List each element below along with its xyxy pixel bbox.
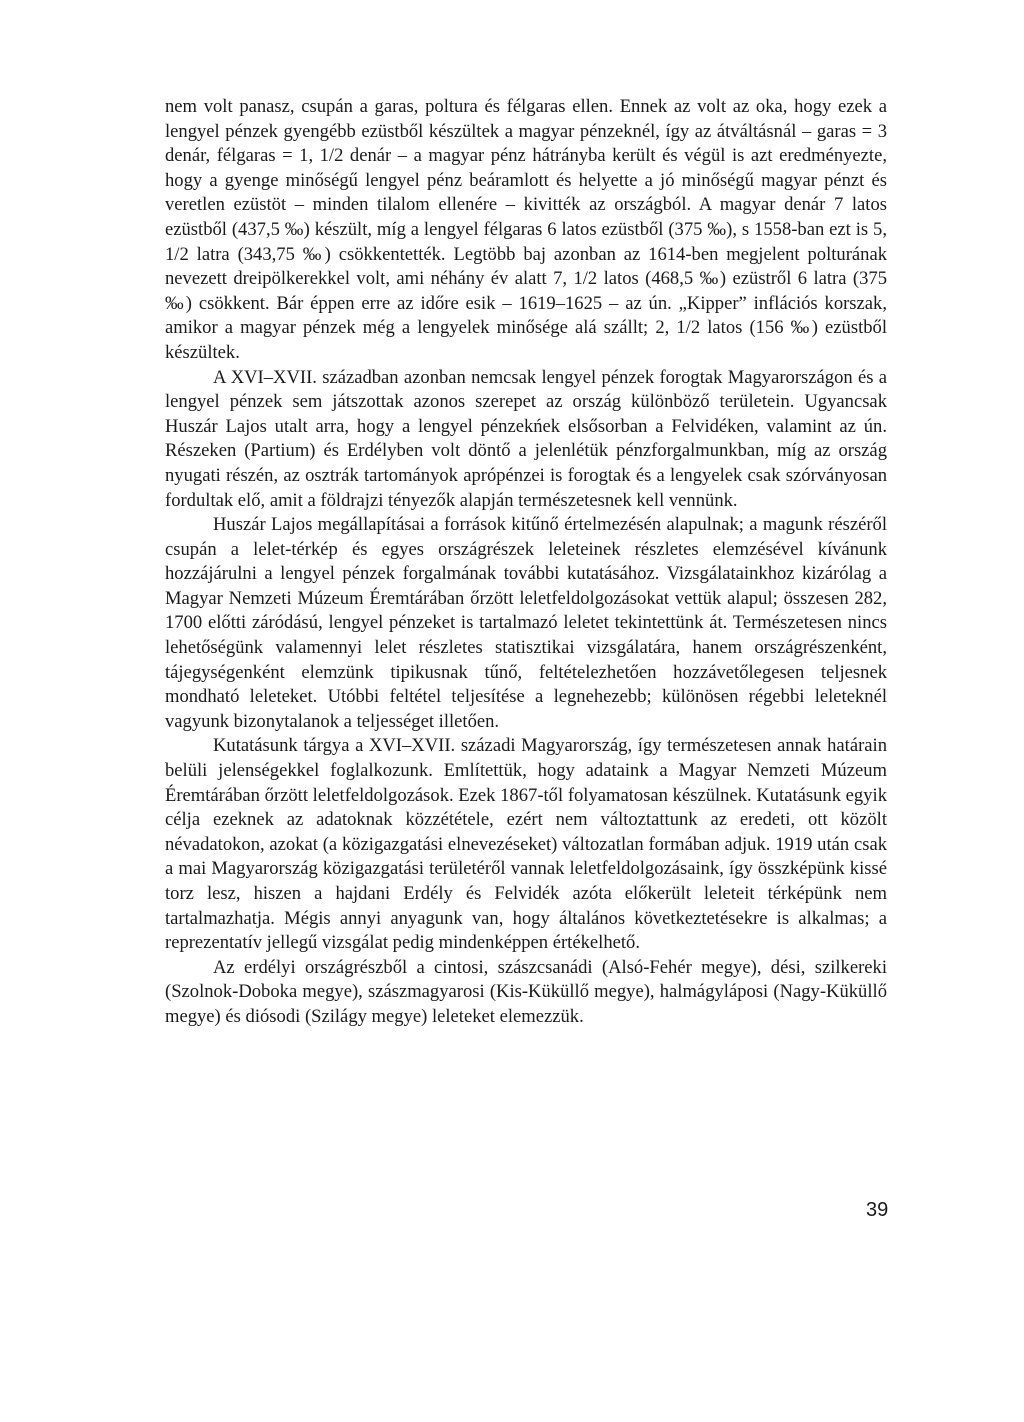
body-text	[165, 95, 887, 1030]
page-number: 39	[866, 1199, 889, 1221]
paragraph: Kutatásunk tárgya a XVI–XVII. századi Magyarország, így természetesen annak határain belüli jelenségekkel foglalkozunk. Említettük, hogy adataink a Magyar Nemzeti Múzeum Éremtárában őrzött leletfeldolgozások. Ezek 1867-től folyamatosan készülnek. Kutatásunk egyik célja ezeknek az adatoknak közzététele, ezért nem változtattunk az eredeti, ott közölt névadatokon, azokat (a közigazgatási elnevezéseket) változatlan formában adjuk. 1919 után csak a mai Magyarország közigazgatási területéről vannak leletfeldolgozásaink, így összképünk kissé torz lesz, hiszen a hajdani Erdély és Felvidék azóta előkerült leleteit térképünk nem tartalmazhatja. Mégis annyi anyagunk van, hogy általános következtetésekre is alkalmas; a reprezentatív jellegű vizsgálat pedig mindenképpen értékelhető.	[165, 735, 887, 954]
paragraph: Az erdélyi országrészből a cintosi, szászcsanádi (Alsó-Fehér megye), dési, szilkereki (Szolnok-Doboka megye), szászmagyarosi (Kis-Küküllő megye), halmágyláposi (Nagy-Küküllő megye) és diósodi (Szilágy megye) leleteket elemezzük.	[165, 956, 887, 1027]
paragraph: A XVI–XVII. században azonban nemcsak lengyel pénzek forogtak Magyarországon és a lengyel pénzek sem játszottak azonos szerepet az ország különböző területein. Ugyancsak Huszár Lajos utalt arra, hogy a lengyel pénzekńek elsősorban a Felvidéken, valamint az ún. Részeken (Partium) és Erdélyben volt döntő a jelenlétük pénzforgalmunkban, míg az ország nyugati részén, az osztrák tartományok aprópénzei is forogtak és a lengyelek csak szórványosan fordultak elő, amit a földrajzi tényezők alapján természetesnek kell vennünk.	[165, 366, 887, 511]
paragraph: Huszár Lajos megállapításai a források kitűnő értelmezésén alapulnak; a magunk részéről csupán a lelet-térkép és egyes országrészek leleteinek részletes elemzésével kívánunk hozzájárulni a lengyel pénzek forgalmának további kutatásához. Vizsgálatainkhoz kizárólag a Magyar Nemzeti Múzeum Éremtárában őrzött leletfeldolgozásokat vettük alapul; összesen 282, 1700 előtti záródású, lengyel pénzeket is tartalmazó leletet tekintettünk át. Természetesen nincs lehetőségünk valamennyi lelet részletes statisztikai vizsgálatára, hanem országrészenként, tájegységenként elemzünk tipikusnak tűnő, feltételezhetően hozzávetőlegesen teljesnek mondható leleteket. Utóbbi feltétel teljesítése a legnehezebb; különösen régebbi leleteknél vagyunk bizonytalanok a teljességet illetően.	[165, 514, 887, 732]
paragraph: nem volt panasz, csupán a garas, poltura és félgaras ellen. Ennek az volt az oka, hogy ezek a lengyel pénzek gyengébb ezüstből készültek a magyar pénzeknél, így az átváltásnál – garas = 3 denár, félgaras = 1, 1/2 denár – a magyar pénz hátrányba került és végül is azt eredményezte, hogy a gyenge minőségű lengyel pénz beáramlott és helyette a jó minőségű magyar pénzt és veretlen ezüstöt – minden tilalom ellenére – kivitték az országból. A magyar denár 7 latos ezüstből (437,5 ‰) készült, míg a lengyel félgaras 6 latos ezüstből (375 ‰), s 1558-ban ezt is 5, 1/2 latra (343,75 ‰) csökkentették. Legtöbb baj azonban az 1614-ben megjelent polturának nevezett dreipölkerekkel volt, ami néhány év alatt 7, 1/2 latos (468,5 ‰) ezüstről 6 latra (375 ‰) csökkent. Bár éppen erre az időre esik – 1619–1625 – az ún. „Kipper” inflációs korszak, amikor a magyar pénzek még a lengyelek minősége alá szállt; 2, 1/2 latos (156 ‰) ezüstből készültek.	[165, 96, 887, 363]
